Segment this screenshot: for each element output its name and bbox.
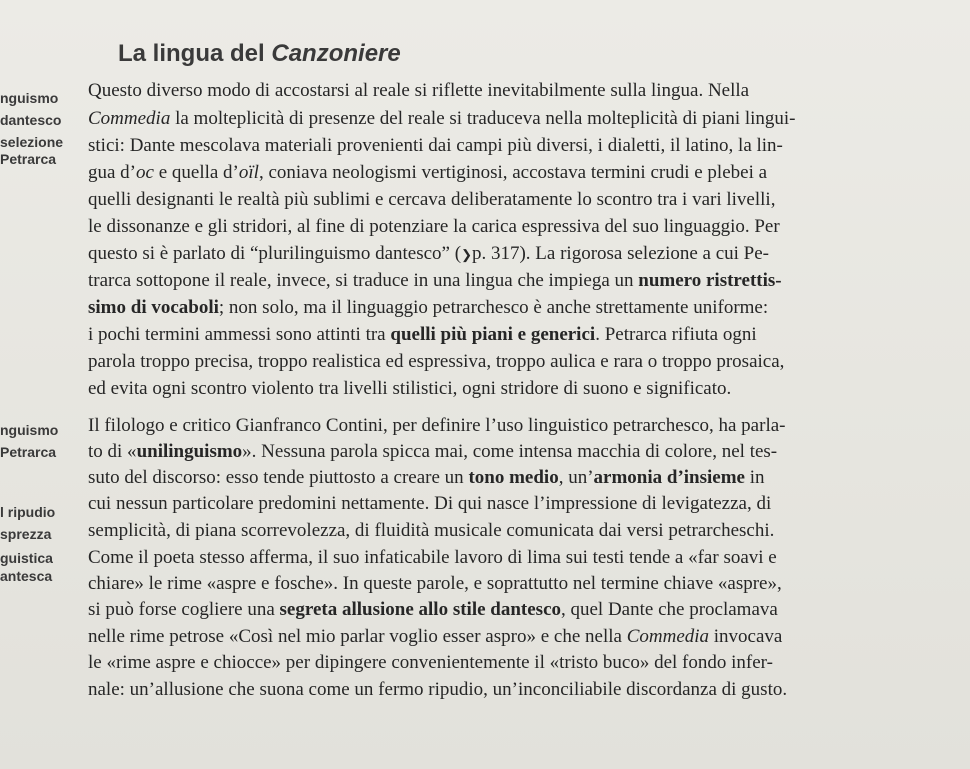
paragraph-line: ed evita ogni scontro violento tra livelli stilistici, ogni stridore di suono e significato.	[88, 378, 732, 399]
paragraph-line: cui nessun particolare predomini nettamente. Di qui nasce l’impressione di levigatezza, di	[88, 493, 772, 514]
margin-note: nguismo	[0, 422, 59, 438]
paragraph-line: trarca sottopone il reale, invece, si traduce in una lingua che impiega un numero ristrettis-	[88, 270, 782, 291]
paragraph-line: le «rime aspre e chiocce» per dipingere convenientemente il «tristo buco» del fondo infer-	[88, 652, 773, 673]
paragraph-line: quelli designanti le realtà più sublimi e cercava deliberatamente lo scontro tra i vari livelli,	[88, 189, 776, 210]
italic-title: Commedia	[88, 108, 171, 129]
paragraph-line: simo di vocaboli; non solo, ma il linguaggio petrarchesco è anche strettamente uniforme:	[88, 297, 769, 318]
paragraph-line: suto del discorso: esso tende piuttosto a creare un tono medio, un’armonia d’insieme in	[88, 467, 765, 488]
margin-note: l ripudio	[0, 504, 56, 520]
title-text: La lingua del	[118, 40, 272, 67]
paragraph-line: Come il poeta stesso afferma, il suo infaticabile lavoro di lima sui testi tende a «far soavi e	[88, 547, 777, 568]
margin-note: sprezza	[0, 526, 52, 542]
paragraph-line: le dissonanze e gli stridori, al fine di potenziare la carica espressiva del suo linguaggio. Per	[88, 216, 780, 237]
paragraph-line: gua d’oc e quella d’oïl, coniava neologismi vertiginosi, accostava termini crudi e plebei a	[88, 162, 768, 183]
paragraph-line: stici: Dante mescolava materiali provenienti dai campi più diversi, i dialetti, il latino, la lin-	[88, 135, 783, 156]
paragraph-line: Commedia la molteplicità di presenze del reale si traduceva nella molteplicità di piani lingui-	[88, 108, 796, 129]
paragraph-line: si può forse cogliere una segreta allusione allo stile dantesco, quel Dante che proclamava	[88, 599, 778, 620]
paragraph-line: nale: un’allusione che suona come un fermo ripudio, un’inconciliabile discordanza di gusto.	[88, 679, 788, 700]
margin-note: antesca	[0, 568, 53, 584]
paragraph-line: parola troppo precisa, troppo realistica ed espressiva, troppo aulica e rara o troppo prosaica,	[88, 351, 785, 372]
paragraph-line: nelle rime petrose «Così nel mio parlar voglio esser aspro» e che nella Commedia invocava	[88, 626, 783, 647]
paragraph-line: questo si è parlato di “plurilinguismo dantesco” (❯p. 317). La rigorosa selezione a cui Pe-	[88, 243, 770, 264]
margin-note: Petrarca	[0, 151, 57, 167]
margin-note: nguismo	[0, 90, 59, 106]
margin-note: dantesco	[0, 112, 62, 128]
paragraph-line: i pochi termini ammessi sono attinti tra quelli più piani e generici. Petrarca rifiuta ogni	[88, 324, 757, 345]
paragraph-line: Questo diverso modo di accostarsi al reale si riflette inevitabilmente sulla lingua. Nella	[88, 80, 750, 101]
paragraph-line: semplicità, di piana scorrevolezza, di fluidità musicale comunicata dai versi petrarcheschi.	[88, 520, 775, 541]
margin-note: guistica	[0, 550, 53, 566]
section-title	[118, 40, 401, 68]
margin-note: Petrarca	[0, 444, 57, 460]
paragraph-line: to di «unilinguismo». Nessuna parola spicca mai, come intensa macchia di colore, nel tes-	[88, 441, 778, 462]
paragraph-line: chiare» le rime «aspre e fosche». In queste parole, e soprattutto nel termine chiave «aspre»,	[88, 573, 782, 594]
paragraph-line: Il filologo e critico Gianfranco Contini, per definire l’uso linguistico petrarchesco, ha parla-	[88, 415, 786, 436]
reference-arrow-icon: ❯	[461, 247, 472, 262]
margin-note: selezione	[0, 134, 64, 150]
title-italic: Canzoniere	[271, 40, 401, 67]
